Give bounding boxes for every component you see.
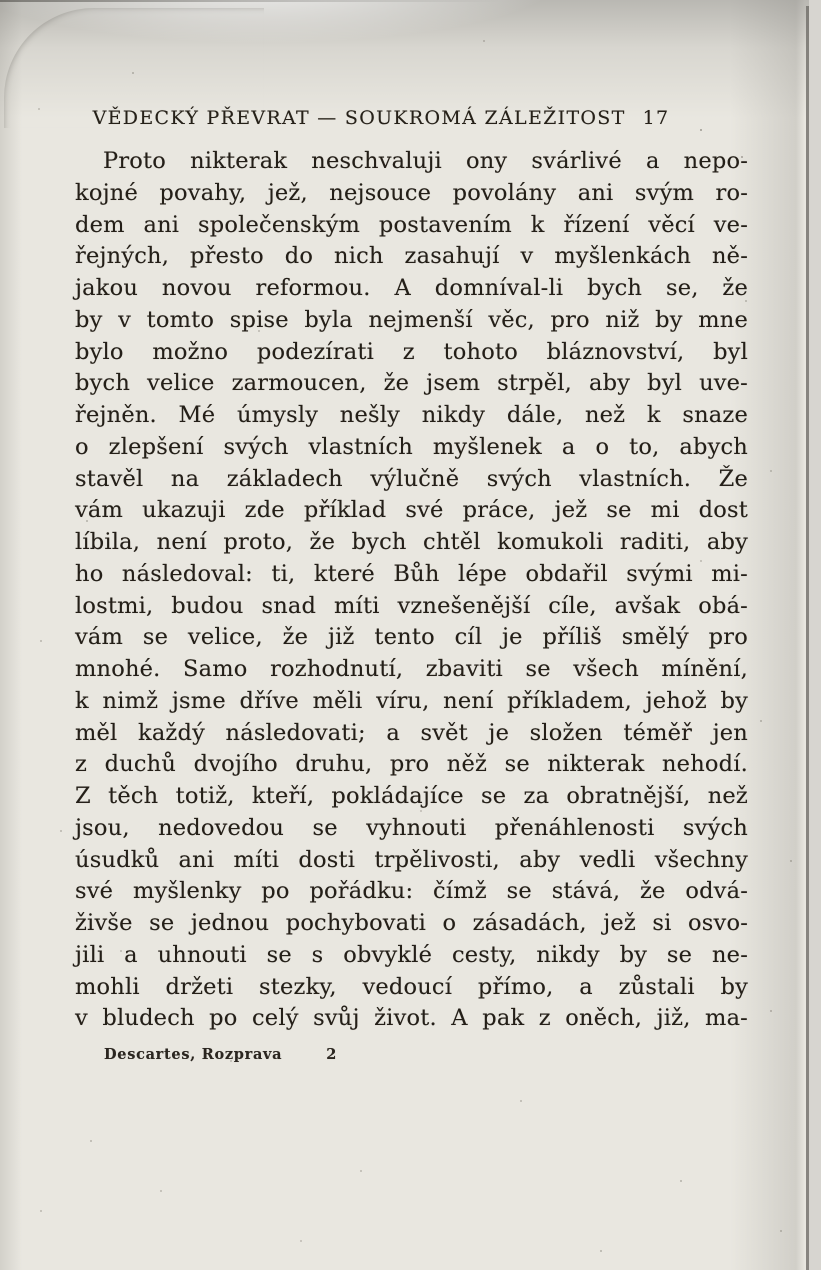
footer-signature (104, 1046, 337, 1063)
text-line: by v tomto spise byla nejmenší věc, pro niž by mne (75, 306, 748, 333)
scan-background-strip (809, 0, 821, 1270)
text-line: jsou, nedovedou se vyhnouti přenáhlenosti svých (75, 814, 748, 841)
text-line: měl každý následovati; a svět je složen téměř jen (75, 719, 748, 746)
text-line: bych velice zarmoucen, že jsem strpěl, aby byl uve- (75, 370, 748, 397)
text-line: o zlepšení svých vlastních myšlenek a o to, abych (75, 433, 748, 460)
text-line: z duchů dvojího druhu, pro něž se nikterak nehodí. (75, 751, 748, 778)
text-line: vám ukazuji zde příklad své práce, jež se mi dost (75, 497, 748, 524)
text-line: kojné povahy, jež, nejsouce povolány ani svým ro- (75, 179, 748, 206)
page-number: 17 (642, 107, 670, 129)
text-line: líbila, není proto, že bych chtěl komukoli raditi, aby (75, 529, 748, 555)
text-line: jili a uhnouti se s obvyklé cesty, nikdy by se ne- (75, 941, 748, 968)
text-line: vám se velice, že již tento cíl je příliš smělý pro (75, 624, 748, 651)
text-line: Z těch totiž, kteří, pokládajíce se za obratnější, než (75, 783, 748, 809)
text-line: jakou novou reformou. A domníval-li bych se, že (75, 275, 748, 301)
text-line: v bludech po celý svůj život. A pak z oněch, již, ma- (75, 1005, 748, 1032)
text-line: úsudků ani míti dosti trpělivosti, aby vedli všechny (75, 846, 748, 873)
page-top-edge-shadow (0, 0, 500, 2)
text-line: lostmi, budou snad míti vznešenější cíle, avšak obá- (75, 592, 748, 619)
body-text (75, 146, 748, 1035)
footer-label: Descartes, Rozprava (104, 1046, 283, 1063)
text-line: stavěl na základech výlučně svých vlastních. Že (75, 465, 748, 492)
text-line: řejných, přesto do nich zasahují v myšlenkách ně- (75, 243, 748, 270)
running-header (78, 107, 684, 129)
sheet-number: 2 (326, 1046, 338, 1063)
text-line: mnohé. Samo rozhodnutí, zbaviti se všech mínění, (75, 656, 748, 682)
chapter-title: VĚDECKÝ PŘEVRAT — SOUKROMÁ ZÁLEŽITOST (92, 107, 626, 129)
paper-speckles (700, 129, 702, 131)
text-line: řejněn. Mé úmysly nešly nikdy dále, než k snaze (75, 402, 748, 428)
text-line: živše se jednou pochybovati o zásadách, jež si osvo- (75, 910, 748, 936)
text-line: mohli držeti stezky, vedoucí přímo, a zůstali by (75, 973, 748, 1000)
text-line: bylo možno podezírati z tohoto bláznovství, byl (75, 338, 748, 365)
text-line: dem ani společenským postavením k řízení věcí ve- (75, 211, 748, 238)
text-line: své myšlenky po pořádku: čímž se stává, že odvá- (75, 878, 748, 905)
text-line: Proto nikterak neschvaluji ony svárlivé a nepo- (103, 148, 748, 174)
text-line: k nimž jsme dříve měli víru, není příkladem, jehož by (75, 687, 748, 714)
text-line: ho následoval: ti, které Bůh lépe obdařil svými mi- (75, 560, 748, 587)
page-right-edge-shadow (806, 6, 809, 1270)
